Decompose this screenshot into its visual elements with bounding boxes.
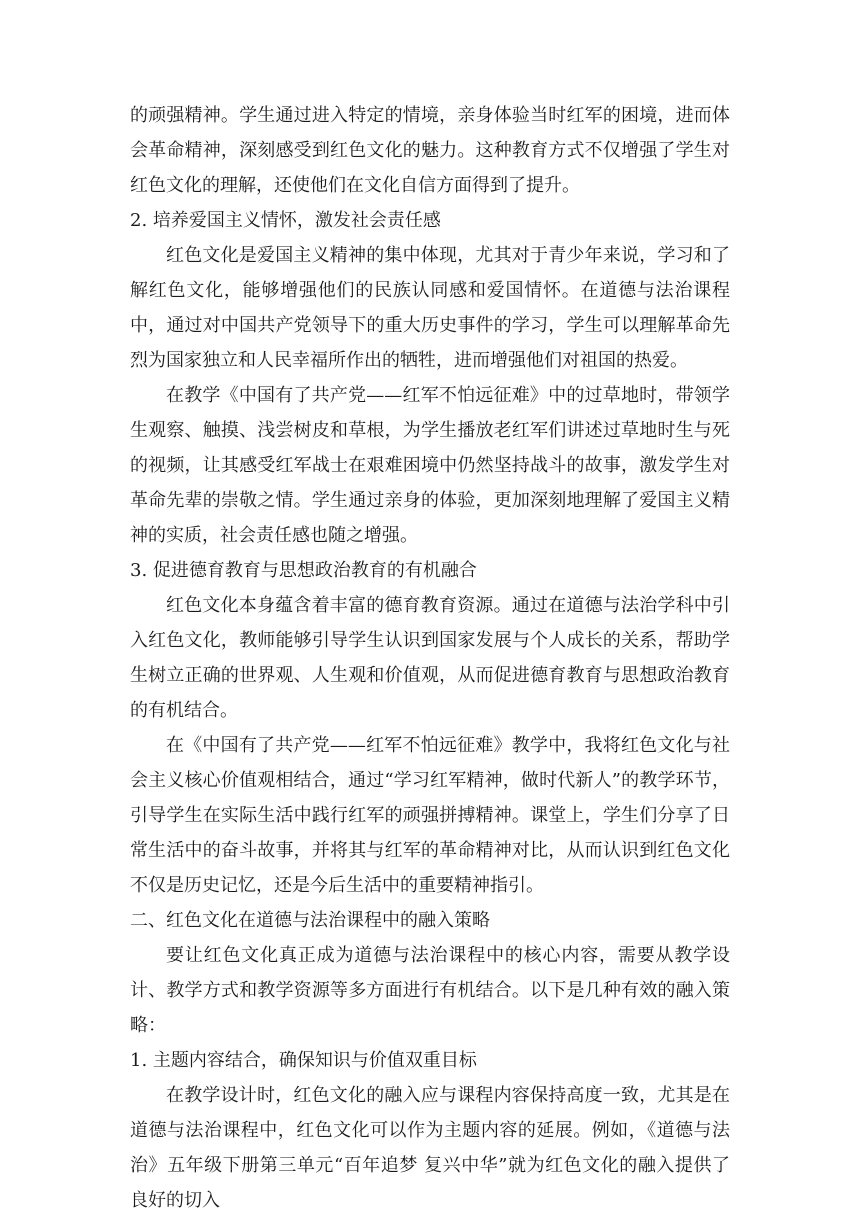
body-paragraph-core-values-example: 在《中国有了共产党——红军不怕远征难》教学中，我将红色文化与社会主义核心价值观相结合，通过“学习红军精神，做时代新人”的教学环节，引导学生在实际生活中践行红军的顽强拼搏精神。课堂上，学生们分享了日常生活中的奋斗故事，并将其与红军的革命精神对比，从而认识到红色文化不仅是历史记忆，还是今后生活中的重要精神指引。 bbox=[130, 735, 730, 896]
section-heading-3: 3. 促进德育教育与思想政治教育的有机融合 bbox=[130, 560, 477, 581]
chapter-heading-two: 二、红色文化在道德与法治课程中的融入策略 bbox=[130, 910, 490, 931]
body-paragraph-patriotism: 红色文化是爱国主义精神的集中体现，尤其对于青少年来说，学习和了解红色文化，能够增强他们的民族认同感和爱国情怀。在道德与法治课程中，通过对中国共产党领导下的重大历史事件的学习，学生可以理解革命先烈为国家独立和人民幸福所作出的牺牲，进而增强他们对祖国的热爱。 bbox=[130, 245, 730, 371]
body-paragraph-strategy-intro: 要让红色文化真正成为道德与法治课程中的核心内容，需要从教学设计、教学方式和教学资源等多方面进行有机结合。以下是几种有效的融入策略： bbox=[130, 945, 730, 1036]
section-heading-2: 2. 培养爱国主义情怀，激发社会责任感 bbox=[130, 210, 441, 231]
body-paragraph-theme-content: 在教学设计时，红色文化的融入应与课程内容保持高度一致，尤其是在道德与法治课程中，红色文化可以作为主题内容的延展。例如，《道德与法治》五年级下册第三单元“百年追梦 复兴中华”就为红色文化的融入提供了良好的切入 bbox=[130, 1085, 730, 1211]
section-heading-strategy-1: 1. 主题内容结合，确保知识与价值双重目标 bbox=[130, 1050, 477, 1071]
body-paragraph-moral-education: 红色文化本身蕴含着丰富的德育教育资源。通过在道德与法治学科中引入红色文化，教师能够引导学生认识到国家发展与个人成长的关系，帮助学生树立正确的世界观、人生观和价值观，从而促进德育教育与思想政治教育的有机结合。 bbox=[130, 595, 730, 721]
body-paragraph-continued: 的顽强精神。学生通过进入特定的情境，亲身体验当时红军的困境，进而体会革命精神，深刻感受到红色文化的魅力。这种教育方式不仅增强了学生对红色文化的理解，还使他们在文化自信方面得到了提升。 bbox=[130, 105, 730, 196]
body-paragraph-grassland-example: 在教学《中国有了共产党——红军不怕远征难》中的过草地时，带领学生观察、触摸、浅尝树皮和草根，为学生播放老红军们讲述过草地时生与死的视频，让其感受红军战士在艰难困境中仍然坚持战斗的故事，激发学生对革命先辈的崇敬之情。学生通过亲身的体验，更加深刻地理解了爱国主义精神的实质，社会责任感也随之增强。 bbox=[130, 385, 730, 546]
document-body bbox=[130, 98, 730, 1218]
